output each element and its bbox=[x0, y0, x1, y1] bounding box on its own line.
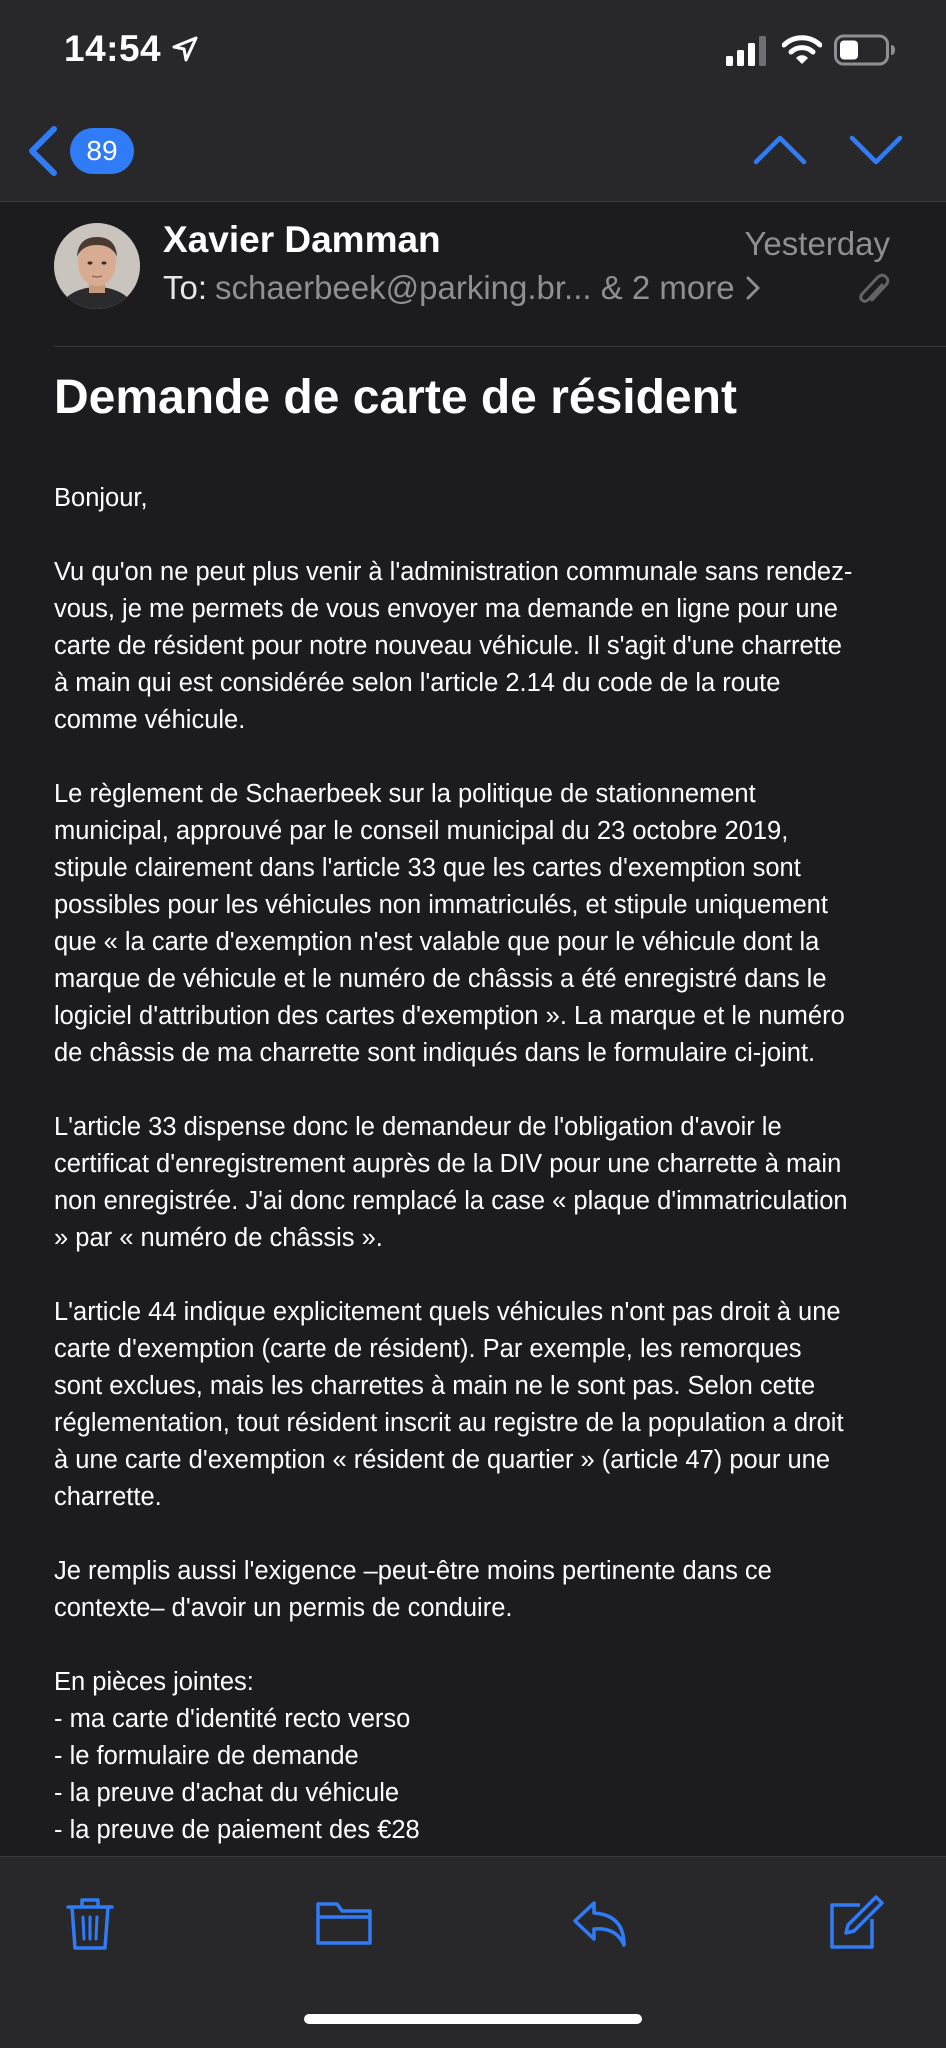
body-line: Vu qu'on ne peut plus venir à l'administration communale sans rendez- bbox=[54, 558, 853, 586]
body-line: à une carte d'exemption « résident de quartier » (article 47) pour une bbox=[54, 1446, 830, 1474]
chevron-down-icon[interactable] bbox=[848, 128, 904, 172]
body-line: marque de véhicule et le numéro de châssis a été enregistré dans le bbox=[54, 965, 827, 993]
body-line: sont exclues, mais les charrettes à main ne le sont pas. Selon cette bbox=[54, 1372, 816, 1400]
wifi-icon bbox=[782, 34, 822, 66]
back-button[interactable] bbox=[26, 124, 146, 178]
home-indicator bbox=[304, 2014, 642, 2024]
body-paragraph bbox=[54, 1109, 906, 1257]
message-header bbox=[0, 203, 946, 347]
compose-icon[interactable] bbox=[824, 1893, 884, 1953]
trash-icon[interactable] bbox=[60, 1893, 120, 1953]
recipients-line[interactable] bbox=[163, 269, 803, 307]
unread-count-badge: 89 bbox=[70, 128, 134, 174]
cellular-signal-icon bbox=[726, 36, 770, 66]
back-chevron-icon bbox=[26, 126, 60, 176]
body-paragraph bbox=[54, 480, 906, 517]
body-line: logiciel d'attribution des cartes d'exemption ». La marque et le numéro bbox=[54, 1002, 845, 1030]
status-time: 14:54 bbox=[64, 28, 162, 69]
body-line: certificat d'enregistrement auprès de la DIV pour une charrette à main bbox=[54, 1150, 842, 1178]
body-line: L'article 44 indique explicitement quels véhicules n'ont pas droit à une bbox=[54, 1298, 841, 1326]
top-navigation-bar bbox=[0, 0, 946, 202]
body-line: Le règlement de Schaerbeek sur la politique de stationnement bbox=[54, 780, 756, 808]
body-line: - ma carte d'identité recto verso bbox=[54, 1705, 411, 1733]
body-line: charrette. bbox=[54, 1483, 162, 1511]
body-line: L'article 33 dispense donc le demandeur de l'obligation d'avoir le bbox=[54, 1113, 782, 1141]
reply-icon[interactable] bbox=[570, 1893, 630, 1953]
avatar-photo bbox=[54, 223, 140, 309]
to-label: To: bbox=[163, 269, 208, 306]
body-line: Bonjour, bbox=[54, 484, 148, 512]
body-line: de châssis de ma charrette sont indiqués dans le formulaire ci-joint. bbox=[54, 1039, 816, 1067]
chevron-up-icon[interactable] bbox=[752, 128, 808, 172]
body-paragraph bbox=[54, 776, 906, 1072]
body-line: à main qui est considérée selon l'article 2.14 du code de la route bbox=[54, 669, 781, 697]
paperclip-icon bbox=[856, 271, 890, 311]
body-line: En pièces jointes: bbox=[54, 1668, 254, 1696]
body-line: comme véhicule. bbox=[54, 706, 246, 734]
location-arrow-icon bbox=[172, 36, 198, 62]
body-line: stipule clairement dans l'article 33 que les cartes d'exemption sont bbox=[54, 854, 801, 882]
body-line: municipal, approuvé par le conseil municipal du 23 octobre 2019, bbox=[54, 817, 789, 845]
body-line: réglementation, tout résident inscrit au registre de la population a droit bbox=[54, 1409, 844, 1437]
body-paragraph bbox=[54, 1553, 906, 1627]
message-date: Yesterday bbox=[744, 225, 890, 262]
body-paragraph bbox=[54, 554, 906, 739]
body-line: non enregistrée. J'ai donc remplacé la case « plaque d'immatriculation bbox=[54, 1187, 848, 1215]
body-line: - le formulaire de demande bbox=[54, 1742, 359, 1770]
status-bar bbox=[0, 0, 946, 104]
body-line: » par « numéro de châssis ». bbox=[54, 1224, 383, 1252]
body-line: Je remplis aussi l'exigence –peut-être moins pertinente dans ce bbox=[54, 1557, 772, 1585]
message-subject: Demande de carte de résident bbox=[54, 371, 737, 424]
body-line: que « la carte d'exemption n'est valable que pour le véhicule dont la bbox=[54, 928, 820, 956]
message-body bbox=[54, 480, 906, 1849]
body-line: - la preuve de paiement des €28 bbox=[54, 1816, 420, 1844]
body-paragraph bbox=[54, 1294, 906, 1516]
header-divider bbox=[54, 346, 946, 347]
body-line: contexte– d'avoir un permis de conduire. bbox=[54, 1594, 513, 1622]
sender-name[interactable]: Xavier Damman bbox=[163, 219, 441, 260]
chevron-right-icon bbox=[745, 275, 761, 301]
battery-icon bbox=[834, 34, 896, 66]
body-line: - la preuve d'achat du véhicule bbox=[54, 1779, 400, 1807]
body-line: possibles pour les véhicules non immatriculés, et stipule uniquement bbox=[54, 891, 828, 919]
folder-icon[interactable] bbox=[314, 1893, 374, 1953]
body-line: carte de résident pour notre nouveau véhicule. Il s'agit d'une charrette bbox=[54, 632, 842, 660]
body-paragraph bbox=[54, 1664, 906, 1849]
avatar[interactable] bbox=[54, 223, 140, 309]
body-line: carte d'exemption (carte de résident). Par exemple, les remorques bbox=[54, 1335, 802, 1363]
body-line: vous, je me permets de vous envoyer ma demande en ligne pour une bbox=[54, 595, 838, 623]
recipients-list: schaerbeek@parking.br... & 2 more bbox=[215, 269, 735, 306]
